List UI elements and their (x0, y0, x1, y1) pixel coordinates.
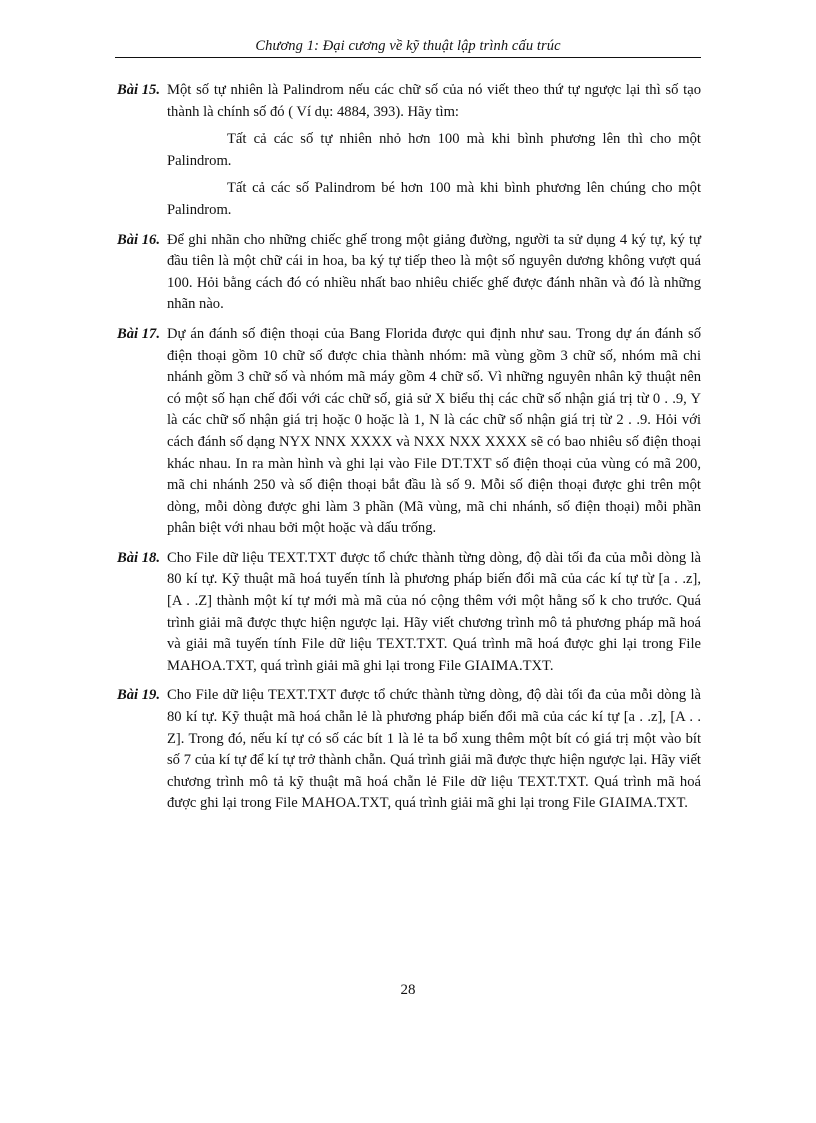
exercise-18 (117, 548, 701, 678)
exercise-text: Cho File dữ liệu TEXT.TXT được tổ chức thành từng dòng, độ dài tối đa của mỗi dòng là 80 kí tự. Kỹ thuật mã hoá chẵn lẻ là phương pháp biến đổi mã của các kí tự [a . .z], [A . . Z]. Trong đó, nếu kí tự có số các bít 1 là lẻ ta bổ xung thêm một bít có giá trị một vào bít số 7 của kí tự để kí tự trở thành chẵn. Quá trình giải mã được thực hiện ngược lại. Hãy viết chương trình mô tả kỹ thuật mã hoá chẵn lẻ File dữ liệu TEXT.TXT. Quá trình mã hoá được ghi lại trong File MAHOA.TXT, quá trình giải mã ghi lại trong File GIAIMA.TXT. (167, 687, 701, 812)
header-divider (115, 57, 701, 58)
exercise-19 (117, 685, 701, 815)
exercise-15 (117, 80, 701, 222)
exercise-text: Dự án đánh số điện thoại của Bang Florida được qui định như sau. Trong dự án đánh số điện thoại gồm 10 chữ số được chia thành nhóm: mã vùng gồm 3 chữ số, nhóm mã chi nhánh gồm 3 chữ số và nhóm mã máy gồm 4 chữ số. Vì những nguyên nhân kỹ thuật nên có một số hạn chế đối với các chữ số, giả sử X biểu thị các chữ số nhận giá trị từ 0 . .9, Y là các chữ số nhận giá trị hoặc 0 hoặc là 1, N là các chữ số nhận giá trị từ 2 . .9. Hỏi với cách đánh số dạng NYX NNX XXXX và NXX NXX XXXX sẽ có bao nhiêu số điện thoại khác nhau. In ra màn hình và ghi lại vào File DT.TXT số điện thoại của vùng có mã 200, mã chi nhánh 250 và số điện thoại bắt đầu là số 9. Mỗi số điện thoại được ghi trên một dòng, mỗi dòng được ghi làm 3 phần (Mã vùng, mã chi nhánh, số điện thoại) mỗi phần phân biệt với nhau bởi một hoặc và dấu trống. (167, 325, 701, 537)
exercise-list (117, 80, 701, 823)
exercise-label: Bài 19. (117, 687, 160, 704)
page-number: 28 (400, 982, 416, 998)
exercise-text: Cho File dữ liệu TEXT.TXT được tổ chức thành từng dòng, độ dài tối đa của mỗi dòng là 80 kí tự. Kỹ thuật mã hoá tuyến tính là phương pháp biến đổi mã của các kí tự từ [a . .z], [A . .Z] thành một kí tự mới mà mã của nó cộng thêm với một hằng số k cho trước. Quá trình giải mã được thực hiện ngược lại. Hãy viết chương trình mô tả phương pháp mã hoá và giải mã tuyến tính File dữ liệu TEXT.TXT. Quá trình mã hoá được ghi lại trong File MAHOA.TXT, quá trình giải mã ghi lại trong File GIAIMA.TXT. (167, 549, 701, 674)
exercise-text: Một số tự nhiên là Palindrom nếu các chữ số của nó viết theo thứ tự ngược lại thì số tạo thành là chính số đó ( Ví dụ: 4884, 393). Hãy tìm: (167, 82, 701, 120)
exercise-sub-item: Tất cả các số Palindrom bé hơn 100 mà khi bình phương lên chúng cho một Palindrom. (167, 180, 701, 218)
running-header: Chương 1: Đại cương về kỹ thuật lập trình cấu trúc (255, 38, 561, 54)
exercise-label: Bài 17. (117, 325, 160, 342)
exercise-sub-item: Tất cả các số tự nhiên nhỏ hơn 100 mà khi bình phương lên thì cho một Palindrom. (167, 131, 701, 169)
exercise-16 (117, 230, 701, 316)
exercise-label: Bài 18. (117, 549, 160, 566)
exercise-17 (117, 324, 701, 540)
exercise-label: Bài 15. (117, 82, 160, 98)
exercise-text: Để ghi nhãn cho những chiếc ghế trong một giảng đường, người ta sử dụng 4 ký tự, ký tự đầu tiên là một chữ cái in hoa, ba ký tự tiếp theo là một số nguyên dương không vượt quá 100. Hỏi bằng cách đó có nhiều nhất bao nhiêu chiếc ghế được đánh nhãn và đó là những nhãn nào. (167, 231, 701, 313)
exercise-label: Bài 16. (117, 231, 160, 248)
